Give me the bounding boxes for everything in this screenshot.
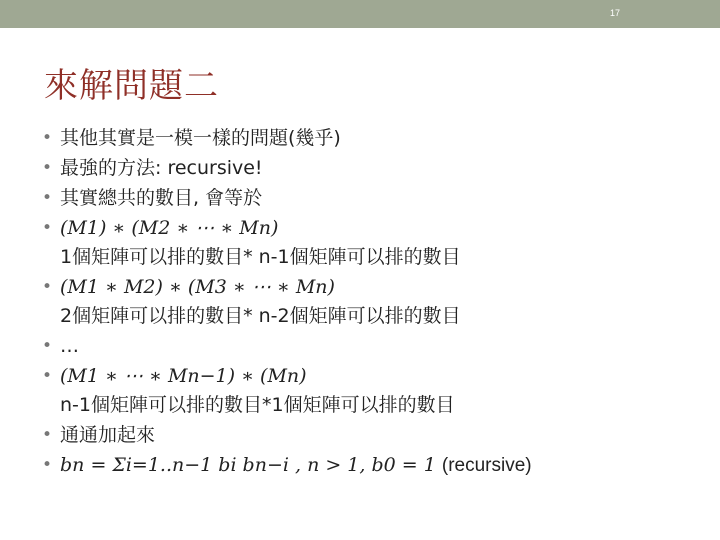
bullet-subtext: n-1個矩陣可以排的數目*1個矩陣可以排的數目 [60, 394, 455, 416]
bullet-item [42, 154, 662, 183]
bullet-item [42, 214, 662, 272]
bullet-item [42, 362, 662, 420]
bullet-text: 通通加起來 [60, 424, 156, 446]
bullet-item [42, 184, 662, 213]
bullet-text: 其他其實是一模一樣的問題(幾乎) [60, 127, 341, 149]
bullet-formula: (M1 ∗ M2) ∗ (M3 ∗ ⋯ ∗ Mn) [60, 276, 335, 298]
slide-content [42, 124, 662, 481]
bullet-text: 其實總共的數目, 會等於 [60, 187, 263, 209]
bullet-item [42, 332, 662, 361]
bullet-subtext: 2個矩陣可以排的數目* n-2個矩陣可以排的數目 [60, 305, 461, 327]
bullet-text: 最強的方法: recursive! [60, 157, 263, 179]
bullet-subtext: 1個矩陣可以排的數目* n-1個矩陣可以排的數目 [60, 246, 461, 268]
bullet-item [42, 421, 662, 450]
bullet-item [42, 273, 662, 331]
bullet-formula: (M1) ∗ (M2 ∗ ⋯ ∗ Mn) [60, 217, 279, 239]
slide-title: 來解問題二 [44, 66, 219, 106]
bullet-item [42, 124, 662, 153]
bullet-note: (recursive) [441, 455, 532, 476]
bullet-text: … [60, 335, 79, 357]
bullet-formula: bn = Σi=1..n−1 bi bn−i , n > 1, b0 = 1 [60, 454, 436, 476]
top-bar [0, 0, 720, 28]
page-number: 17 [609, 8, 620, 18]
bullet-item [42, 451, 662, 480]
bullet-formula: (M1 ∗ ⋯ ∗ Mn−1) ∗ (Mn) [60, 365, 307, 387]
